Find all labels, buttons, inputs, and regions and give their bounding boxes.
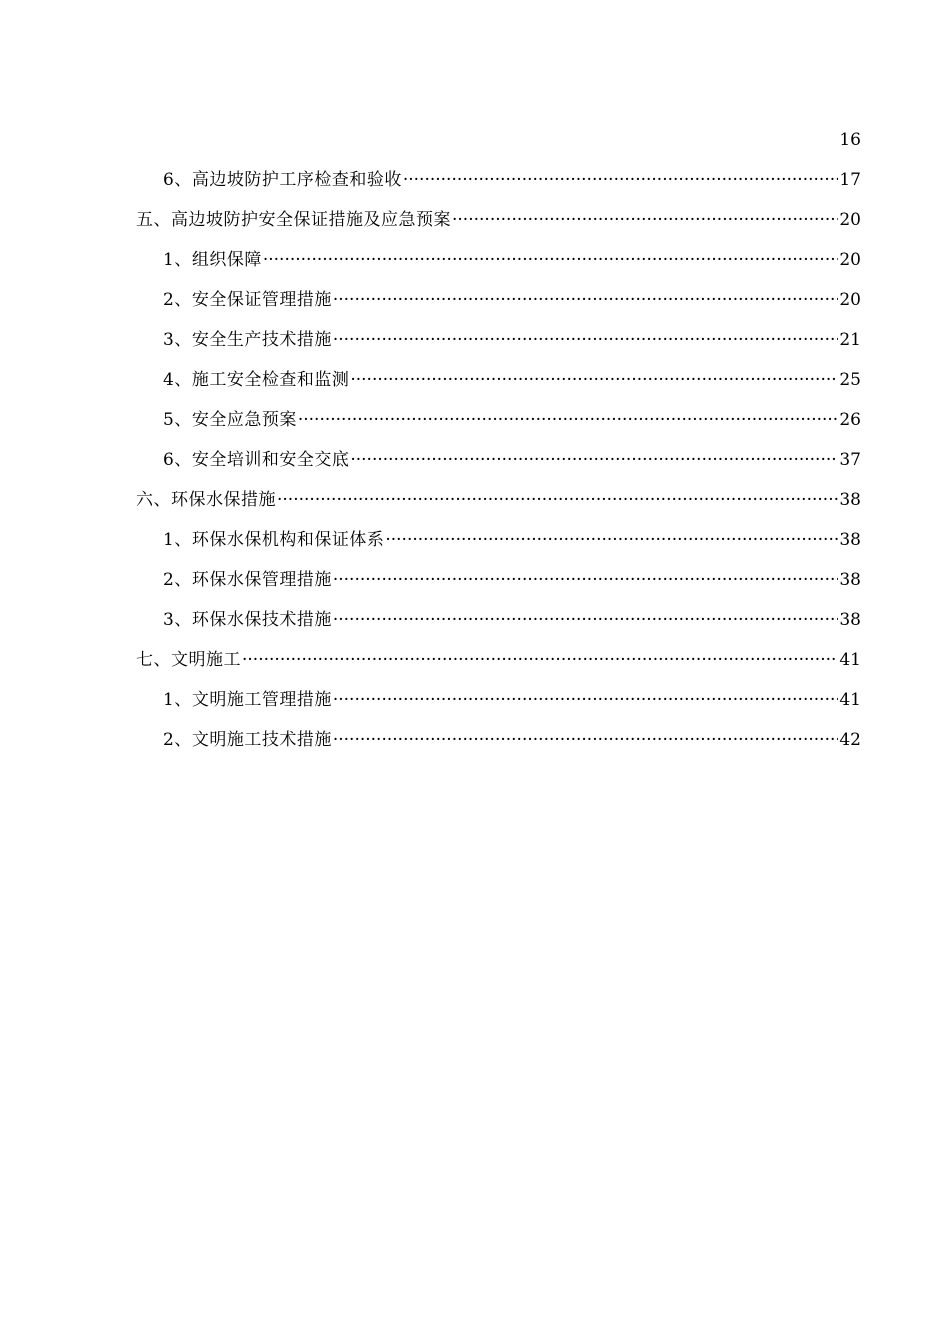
toc-entry[interactable] [163, 249, 861, 271]
toc-dot-leader [333, 329, 839, 351]
toc-dot-leader [333, 569, 839, 591]
toc-dot-leader [385, 529, 838, 551]
toc-entry[interactable] [136, 649, 861, 671]
toc-entry-page: 17 [839, 170, 861, 190]
toc-entry[interactable] [163, 449, 861, 471]
toc-dot-leader [403, 169, 839, 191]
toc-entry-title: 1、文明施工管理措施 [163, 690, 332, 710]
toc-entry-title: 3、环保水保技术措施 [163, 610, 332, 630]
toc-entry-title: 七、文明施工 [136, 650, 241, 670]
toc-entry[interactable] [163, 169, 861, 191]
toc-entry-page: 20 [839, 290, 861, 310]
toc-entry[interactable] [163, 529, 861, 551]
toc-entry-title: 6、高边坡防护工序检查和验收 [163, 170, 402, 190]
toc-dot-leader [277, 489, 838, 511]
toc-entry[interactable] [136, 209, 861, 231]
toc-entry-page: 42 [839, 730, 861, 750]
toc-entry[interactable] [163, 609, 861, 631]
toc-entry-title: 6、安全培训和安全交底 [163, 450, 350, 470]
toc-entry[interactable] [163, 689, 861, 711]
toc-entry-title: 五、高边坡防护安全保证措施及应急预案 [136, 210, 451, 230]
toc-entry[interactable] [163, 329, 861, 351]
toc-dot-leader [333, 609, 839, 631]
toc-dot-leader [350, 449, 838, 471]
toc-entry[interactable] [163, 289, 861, 311]
toc-entry[interactable] [163, 369, 861, 391]
toc-entry-page: 38 [839, 570, 861, 590]
toc-dot-leader [263, 249, 839, 271]
toc-continued-page-number: 16 [839, 130, 861, 150]
toc-entry-page: 21 [839, 330, 861, 350]
toc-entry-title: 3、安全生产技术措施 [163, 330, 332, 350]
toc-entry-page: 38 [839, 610, 861, 630]
toc-dot-leader [452, 209, 838, 231]
toc-dot-leader [333, 689, 839, 711]
toc-entry-title: 5、安全应急预案 [163, 410, 297, 430]
toc-entry-page: 25 [839, 370, 861, 390]
toc-entry[interactable] [163, 729, 861, 751]
toc-entry-page: 20 [839, 210, 861, 230]
toc-dot-leader [333, 289, 839, 311]
toc-entry-page: 26 [839, 410, 861, 430]
toc-entry-page: 38 [839, 490, 861, 510]
toc-entry-title: 1、环保水保机构和保证体系 [163, 530, 385, 550]
toc-dot-leader [350, 369, 838, 391]
toc-entry[interactable] [163, 409, 861, 431]
toc-entry[interactable] [163, 569, 861, 591]
toc-dot-leader [242, 649, 838, 671]
toc-entry-page: 38 [839, 530, 861, 550]
toc-entry-title: 六、环保水保措施 [136, 490, 276, 510]
toc-entry-page: 37 [839, 450, 861, 470]
toc-entry[interactable] [136, 489, 861, 511]
toc-entry-page: 20 [839, 250, 861, 270]
toc-entry-title: 2、环保水保管理措施 [163, 570, 332, 590]
toc-entry-title: 2、安全保证管理措施 [163, 290, 332, 310]
toc-dot-leader [333, 729, 839, 751]
toc-dot-leader [298, 409, 839, 431]
toc-entry-page: 41 [839, 650, 861, 670]
toc-entry-title: 4、施工安全检查和监测 [163, 370, 350, 390]
toc-entry-title: 1、组织保障 [163, 250, 262, 270]
toc-entry-page: 41 [839, 690, 861, 710]
toc-entry-title: 2、文明施工技术措施 [163, 730, 332, 750]
